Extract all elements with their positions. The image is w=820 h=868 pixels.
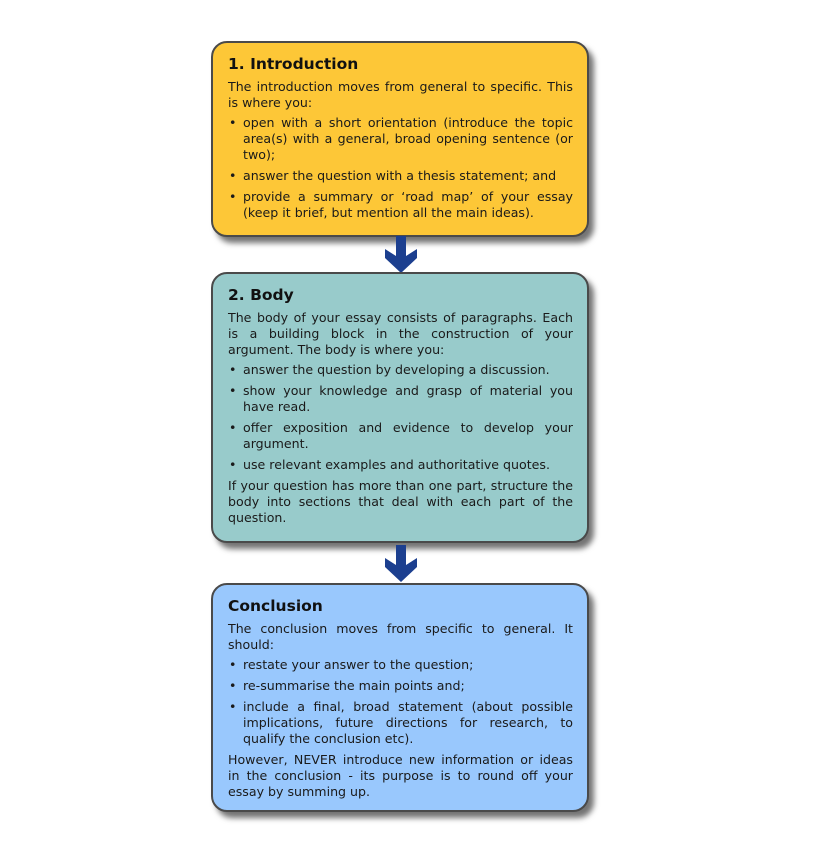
list-item: • include a final, broad statement (about possible implications, future directions for research, to qualify the conclusion etc). xyxy=(229,699,573,746)
body-list xyxy=(228,362,573,473)
list-item: • provide a summary or ‘road map’ of your essay (keep it brief, but mention all the main ideas). xyxy=(229,189,573,220)
bullet-icon: • xyxy=(229,383,237,398)
body-title: 2. Body xyxy=(228,286,294,304)
conclusion-list xyxy=(228,657,573,747)
bullet-icon: • xyxy=(229,657,237,672)
down-arrow-icon xyxy=(383,545,419,583)
bullet-icon: • xyxy=(229,678,237,693)
bullet-icon: • xyxy=(229,457,237,472)
bullet-icon: • xyxy=(229,189,237,204)
body-closing: If your question has more than one part, structure the body into sections that deal with each part of the question. xyxy=(228,478,573,525)
introduction-list xyxy=(228,115,573,221)
bullet-icon: • xyxy=(229,168,237,183)
list-item: • answer the question with a thesis statement; and xyxy=(229,168,557,183)
introduction-box xyxy=(211,41,589,237)
list-item: • use relevant examples and authoritative quotes. xyxy=(229,457,550,472)
down-arrow-icon xyxy=(383,236,419,274)
list-item: • show your knowledge and grasp of material you have read. xyxy=(229,383,573,414)
conclusion-closing: However, NEVER introduce new information or ideas in the conclusion - its purpose is to round off your essay by summing up. xyxy=(228,752,573,799)
bullet-icon: • xyxy=(229,362,237,377)
list-item: • re-summarise the main points and; xyxy=(229,678,465,693)
bullet-icon: • xyxy=(229,699,237,714)
list-item: • open with a short orientation (introduce the topic area(s) with a general, broad opening sentence (or two); xyxy=(229,115,573,162)
bullet-icon: • xyxy=(229,115,237,130)
introduction-title: 1. Introduction xyxy=(228,55,359,73)
introduction-lead: The introduction moves from general to specific. This is where you: xyxy=(228,79,573,110)
conclusion-box xyxy=(211,583,589,812)
body-box xyxy=(211,272,589,543)
list-item: • answer the question by developing a discussion. xyxy=(229,362,550,377)
body-lead: The body of your essay consists of paragraphs. Each is a building block in the construction of your argument. The body is where you: xyxy=(228,310,573,357)
bullet-icon: • xyxy=(229,420,237,435)
list-item: • offer exposition and evidence to develop your argument. xyxy=(229,420,573,451)
conclusion-title: Conclusion xyxy=(228,597,323,615)
list-item: • restate your answer to the question; xyxy=(229,657,474,672)
conclusion-lead: The conclusion moves from specific to general. It should: xyxy=(228,621,573,652)
